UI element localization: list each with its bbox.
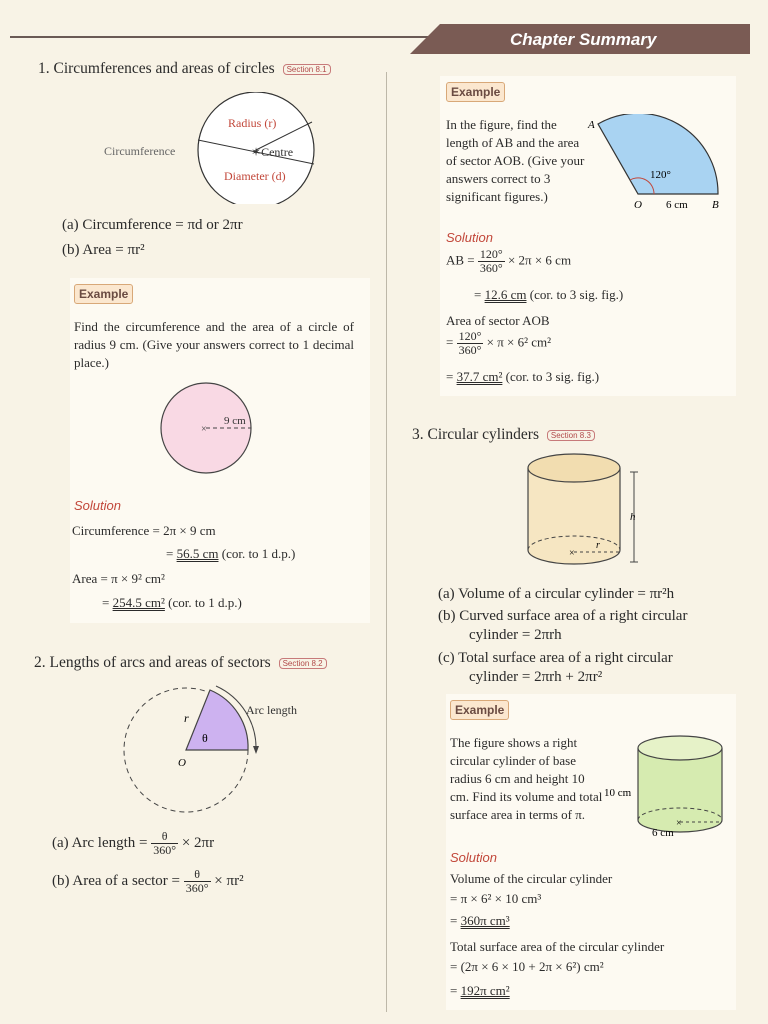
example-label: Example (74, 284, 133, 304)
answer-value: 254.5 cm² (112, 595, 165, 610)
svg-text:×: × (569, 548, 575, 559)
answer-value: 192π cm² (460, 983, 510, 998)
example-text: The figure shows a right circular cylinder of base radius 6 cm and height 10 cm. Find its volume and total surface area in terms of π. (450, 735, 603, 822)
solution-line: = 192π cm² (450, 983, 510, 998)
answer-value: 37.7 cm² (456, 369, 503, 384)
radius-label: 6 cm (652, 827, 674, 838)
radius-label: 6 cm (666, 199, 688, 211)
angle-label: 120° (650, 169, 671, 181)
svg-text:×: × (676, 818, 682, 829)
example-label: Example (446, 82, 505, 102)
section-1-heading (38, 60, 331, 78)
height-label: h (630, 511, 636, 523)
circumference-formula: (a) Circumference = πd or 2πr (62, 217, 243, 233)
section-3-heading (412, 426, 595, 444)
solution-line: = π × 6² × 10 cm³ (450, 891, 542, 906)
solution-label: Solution (74, 498, 121, 513)
area-formula: (b) Area = πr² (62, 242, 145, 258)
radius-label: 9 cm (224, 415, 246, 427)
solution-line: Area of sector AOB (446, 313, 550, 328)
section-tag: Section 8.1 (283, 64, 331, 75)
circle-figure (154, 378, 264, 478)
solution-line: Circumference = 2π × 9 cm (72, 523, 216, 538)
centre-label: ✶Centre (251, 145, 294, 159)
answer-value: 12.6 cm (484, 287, 527, 302)
point-a-label: A (588, 119, 595, 131)
answer-value: 360π cm³ (460, 913, 510, 928)
solution-line: AB = $\frac{120^\circ}{360^\circ}$ × 2π × 6 cm (446, 247, 572, 275)
solution-line: Area = π × 9² cm² (72, 571, 165, 586)
solution-line: Total surface area of the circular cylinder (450, 939, 665, 954)
solution-line: = 254.5 cm² (cor. to 1 d.p.) (102, 595, 242, 610)
section-title: Lengths of arcs and areas of sectors (49, 654, 271, 671)
example-label: Example (450, 700, 509, 720)
cylinder-diagram (520, 450, 660, 574)
section-tag: Section 8.3 (547, 430, 595, 441)
radius-label: r (184, 711, 189, 725)
circle-parts-diagram (100, 92, 330, 204)
example-text: In the figure, find the length of AB and the area of sector AOB. (Give your answers correct to 3 significant figures.) (446, 117, 585, 204)
solution-label: Solution (446, 230, 493, 245)
solution-line: = 37.7 cm² (cor. to 3 sig. fig.) (446, 369, 600, 384)
arc-length-label: Arc length (246, 703, 297, 717)
section-tag: Section 8.2 (279, 658, 327, 669)
point-b-label: B (712, 199, 719, 211)
svg-text:×: × (201, 424, 207, 435)
arc-length-formula: (a) Arc length = $\frac{\theta}{360^\circ}$ × 2πr (52, 829, 215, 857)
radius-label: Radius (r) (228, 116, 277, 130)
total-area-formula: (c) Total surface area of a right circular (438, 650, 673, 666)
example-1-box (70, 278, 370, 623)
section-2-heading (34, 654, 327, 672)
solution-line: = 56.5 cm (cor. to 1 d.p.) (166, 546, 296, 561)
example-text: Find the circumference and the area of a circle of radius 9 cm. (Give your answers correct to 1 decimal place.) (74, 319, 354, 370)
section-number: 1. (38, 60, 50, 77)
solution-line: = 12.6 cm (cor. to 3 sig. fig.) (474, 287, 624, 302)
centre-label: O (178, 757, 186, 769)
point-o-label: O (634, 199, 642, 211)
curved-area-formula: (b) Curved surface area of a right circular (438, 608, 688, 624)
section-number: 3. (412, 426, 424, 443)
section-title: Circumferences and areas of circles (53, 60, 275, 77)
volume-formula: (a) Volume of a circular cylinder = πr²h (438, 586, 675, 602)
sector-diagram (110, 680, 330, 820)
solution-line: Volume of the circular cylinder (450, 871, 613, 886)
example-2-box (440, 76, 736, 396)
section-title: Circular cylinders (427, 426, 539, 443)
diameter-label: Diameter (d) (224, 169, 286, 183)
column-divider (386, 72, 387, 1012)
solution-line: = 360π cm³ (450, 913, 510, 928)
solution-label: Solution (450, 850, 497, 865)
solution-line: = $\frac{120^\circ}{360^\circ}$ × π × 6² cm² (446, 329, 552, 357)
cylinder-figure (602, 734, 732, 838)
theta-label: θ (202, 731, 208, 745)
sector-area-formula: (b) Area of a sector = $\frac{\theta}{360^\circ}$ × πr² (52, 867, 244, 895)
circumference-label: Circumference (104, 144, 176, 158)
sector-figure (586, 114, 736, 214)
height-label: 10 cm (604, 787, 632, 799)
answer-value: 56.5 cm (176, 546, 219, 561)
example-3-box (446, 694, 736, 1010)
section-number: 2. (34, 654, 46, 671)
chapter-title: Chapter Summary (510, 30, 657, 49)
curved-area-formula-cont: cylinder = 2πrh (469, 627, 562, 643)
radius-label: r (596, 540, 600, 551)
total-area-formula-cont: cylinder = 2πrh + 2πr² (469, 669, 603, 685)
solution-line: = (2π × 6 × 10 + 2π × 6²) cm² (450, 959, 604, 974)
